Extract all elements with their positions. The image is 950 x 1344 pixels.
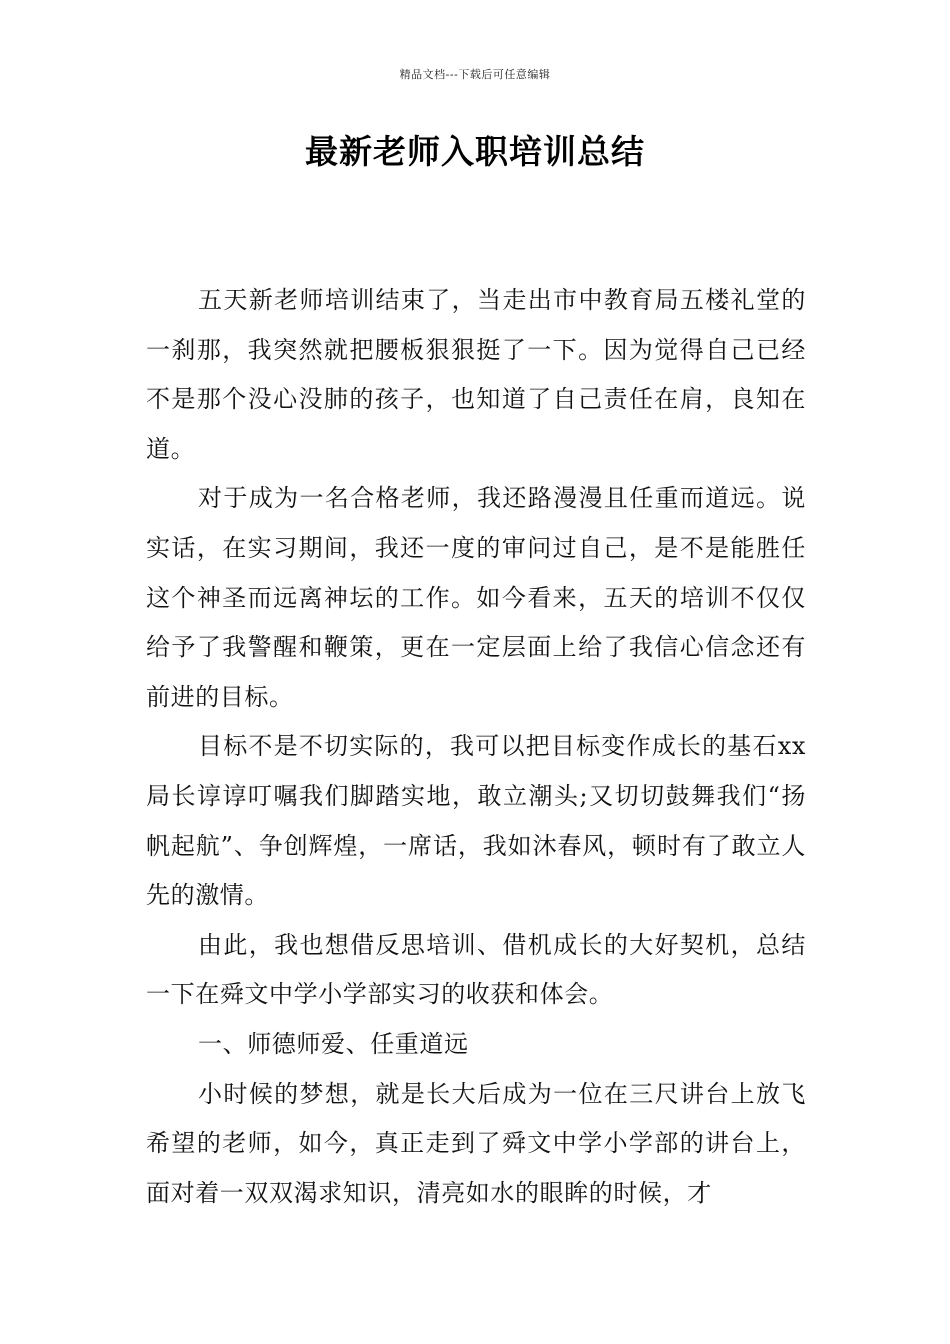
paragraph-1: 五天新老师培训结束了，当走出市中教育局五楼礼堂的一刹那，我突然就把腰板狠狠挺了一下。因为觉得自己已经不是那个没心没肺的孩子，也知道了自己责任在肩，良知在道。	[146, 286, 806, 463]
paragraph-4: 由此，我也想借反思培训、借机成长的大好契机，总结一下在舜文中学小学部实习的收获和体会。	[146, 930, 806, 1009]
paragraph-5: 小时候的梦想，就是长大后成为一位在三尺讲台上放飞希望的老师，如今，真正走到了舜文中学小学部的讲台上，面对着一双双渴求知识，清亮如水的眼眸的时候，才	[146, 1079, 806, 1207]
document-title: 最新老师入职培训总结	[305, 132, 645, 171]
paragraph-3: 目标不是不切实际的，我可以把目标变作成长的基石xx局长谆谆叮嘱我们脚踏实地，敢立潮头;又切切鼓舞我们“扬帆起航”、争创辉煌，一席话，我如沐春风，顿时有了敢立人先的激情。	[146, 732, 806, 910]
paragraph-2: 对于成为一名合格老师，我还路漫漫且任重而道远。说实话，在实习期间，我还一度的审问过自己，是不是能胜任这个神圣而远离神坛的工作。如今看来，五天的培训不仅仅给予了我警醒和鞭策，更在一定层面上给了我信心信念还有前进的目标。	[146, 484, 806, 711]
header-note: 精品文档---下载后可任意编辑	[399, 68, 551, 81]
section-heading: 一、师德师爱、任重道远	[198, 1029, 469, 1058]
document-body	[146, 276, 806, 1218]
